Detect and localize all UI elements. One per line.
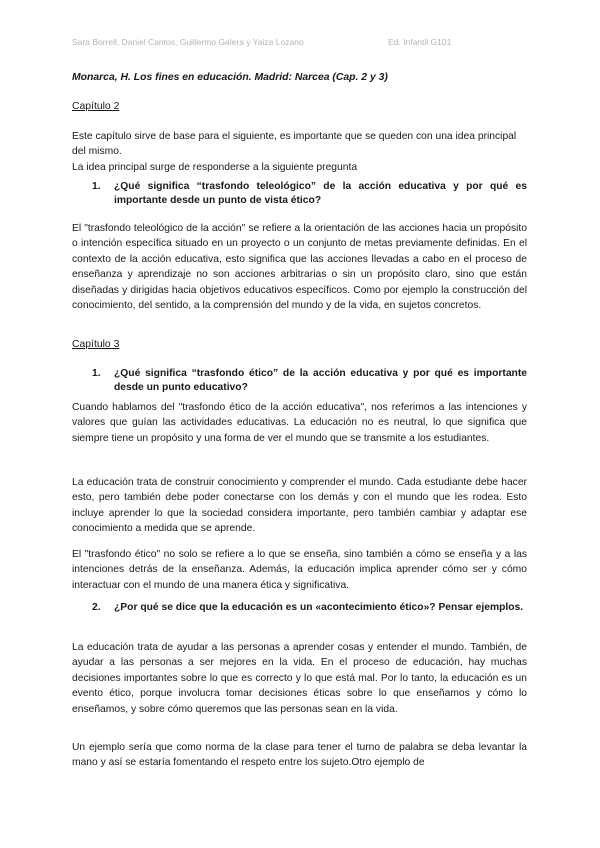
chapter-3-paragraph-4: La educación trata de ayudar a las personas a aprender cosas y entender el mundo. También, de ayudar a las personas a ser mejores en la vida. En el proceso de educación, hay muchas decisiones importantes sobre lo que es correcto y lo que está mal. Por lo tanto, la educación es un evento ético, porque involucra tomar decisiones éticas sobre lo que enseñamos y cómo lo enseñamos, y sobre cómo queremos que las personas sean en la vida. — [72, 642, 527, 715]
chapter-2-question-1 — [92, 180, 527, 208]
header-course: Ed. Infantil G101 — [388, 37, 452, 47]
chapter-3-paragraph-2: La educación trata de construir conocimiento y comprender el mundo. Cada estudiante debe hacer esto, pero también debe poder conectarse con los demás y con el mundo que les rodea. Esto incluye aprender lo que la sociedad considera importante, pero también cambiar y adaptar ese conocimiento a medida que se aprende. — [72, 477, 527, 535]
chapter-3-paragraph-1: Cuando hablamos del "trasfondo ético de la acción educativa", nos referimos a las intenciones y valores que guían las actividades educativas. La educación no es neutral, lo que significa que siempre tiene un propósito y una forma de ver el mundo que se transmite a los estudiantes. — [72, 402, 527, 444]
chapter-2-answer: El "trasfondo teleológico de la acción" se refiere a la orientación de las acciones hacia un propósito o intención específica situado en un proyecto o un conjunto de metas previamente definidas. En el contexto de la acción educativa, esto significa que las acciones llevadas a cabo en el proceso de enseñanza y aprendizaje no son acciones arbitrarias o sin un propósito claro, sino que están diseñadas y dirigidas hacia objetivos educativos específicos. Como por ejemplo la construcción del conocimiento, del sentido, a la comprensión del mundo y de la vida, en sujetos concretos. — [72, 223, 527, 312]
chapter-2-heading: Capítulo 2 — [72, 101, 120, 112]
question-number: 1. — [92, 181, 101, 192]
chapter-3-paragraph-5: Un ejemplo sería que como norma de la clase para tener el turno de palabra se deba levantar la mano y así se estaría fomentando el respeto entre los sujeto.Otro ejemplo de — [72, 742, 527, 769]
question-text: ¿Qué significa “trasfondo ético” de la acción educativa y por qué es importante desde un punto educativo? — [114, 368, 527, 393]
question-text: ¿Por qué se dice que la educación es un «acontecimiento ético»? Pensar ejemplos. — [114, 602, 524, 613]
chapter-3-paragraph-3: El "trasfondo ético" no solo se refiere a lo que se enseña, sino también a cómo se enseña y a las intenciones detrás de la enseñanza. Además, la educación implica aprender cómo ser y cómo interactuar con el mundo de una manera ética y significativa. — [72, 549, 527, 591]
chapter-3-question-2 — [92, 601, 527, 615]
chapter-2-intro-2: La idea principal surge de responderse a la siguiente pregunta — [72, 162, 358, 173]
question-text: ¿Qué significa “trasfondo teleológico” de la acción educativa y por qué es importante desde un punto de vista ético? — [114, 181, 527, 206]
question-number: 2. — [92, 602, 101, 613]
question-number: 1. — [92, 368, 101, 379]
header-authors: Sara Borrell, Daniel Cantos, Guillermo Galera y Yaiza Lozano — [72, 37, 304, 47]
chapter-2-intro: Este capítulo sirve de base para el siguiente, es importante que se queden con una idea principal del mismo. — [72, 131, 517, 158]
chapter-3-heading: Capítulo 3 — [72, 339, 120, 350]
document-title: Monarca, H. Los fines en educación. Madrid: Narcea (Cap. 2 y 3) — [72, 72, 388, 83]
chapter-3-question-1 — [92, 367, 527, 395]
